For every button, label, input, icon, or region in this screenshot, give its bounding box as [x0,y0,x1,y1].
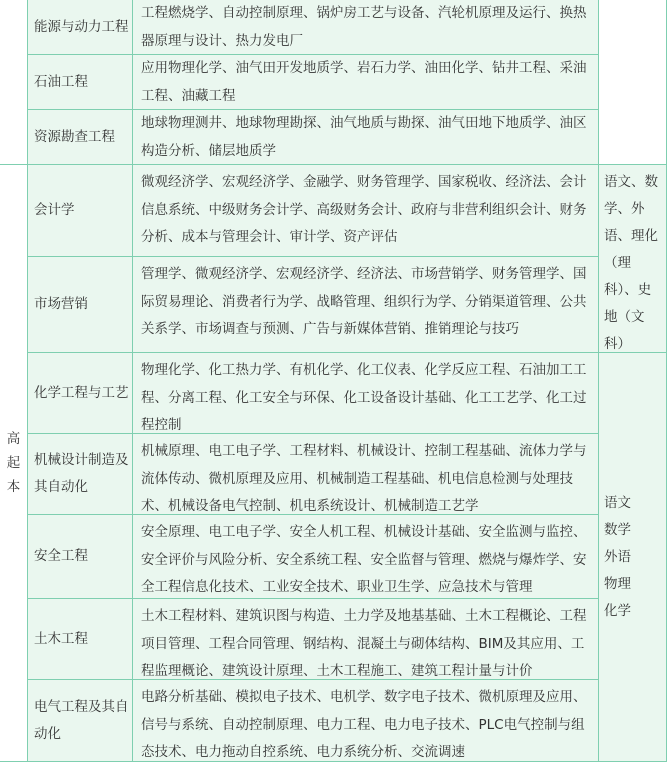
major-name: 机械设计制造及其自动化 [34,452,129,495]
courses-text: 地球物理测井、地球物理勘探、油气地质与勘探、油气田地下地质学、油区构造分析、储层地质学 [141,115,587,159]
courses-cell [133,55,599,110]
major-name: 土木工程 [34,630,88,647]
major-name: 会计学 [34,202,75,218]
subjects-cell [599,165,667,353]
major-name: 能源与动力工程 [34,18,129,35]
major-cell [28,257,133,353]
courses-cell [133,353,599,434]
major-cell [28,165,133,257]
major-name: 电气工程及其自动化 [34,698,129,742]
courses-text: 工程燃烧学、自动控制原理、锅炉房工艺与设备、汽轮机原理及运行、换热器原理与设计、热力发电厂 [141,5,587,49]
subjects-text: 语文数学外语物理化学 [604,494,631,619]
subjects-cell [599,353,667,762]
courses-cell [133,0,599,55]
major-cell [28,515,133,599]
subjects-text: 语文、数学、外语、理化（理科）、史地（文科） [604,174,658,352]
major-cell [28,0,133,55]
major-name: 资源勘查工程 [34,128,115,145]
courses-cell [133,257,599,353]
subjects-col-top [599,0,667,165]
major-cell [28,599,133,680]
courses-text: 土木工程材料、建筑识图与构造、土力学及地基基础、土木工程概论、工程项目管理、工程合同管理、钢结构、混凝土与砌体结构、BIM及其应用、工程监理概论、建筑设计原理、土木工程施工、建筑工程计量与计价 [141,608,587,679]
major-cell [28,434,133,515]
courses-text: 应用物理化学、油气田开发地质学、岩石力学、油田化学、钻井工程、采油工程、油藏工程 [141,60,587,104]
major-cell [28,353,133,434]
major-cell [28,55,133,110]
level-label: 高起本 [6,431,21,495]
courses-text: 微观经济学、宏观经济学、金融学、财务管理学、国家税收、经济法、会计信息系统、中级财务会计学、高级财务会计、政府与非营利组织会计、财务分析、成本与管理会计、审计学、资产评估 [141,174,587,245]
courses-cell [133,680,599,762]
level-col-top [0,0,28,165]
courses-cell [133,515,599,599]
courses-text: 安全原理、电工电子学、安全人机工程、机械设计基础、安全监测与监控、安全评价与风险分析、安全系统工程、安全监督与管理、燃烧与爆炸学、安全工程信息化技术、工业安全技术、职业卫生学、应急技术与管理 [141,524,587,595]
major-name: 化学工程与工艺 [34,384,129,401]
courses-text: 管理学、微观经济学、宏观经济学、经济法、市场营销学、财务管理学、国际贸易理论、消费者行为学、战略管理、组织行为学、分销渠道管理、公共关系学、市场调查与预测、广告与新媒体营销、推销理论与技巧 [141,266,587,337]
major-cell [28,680,133,762]
courses-text: 电路分析基础、模拟电子技术、电机学、数字电子技术、微机原理及应用、信号与系统、自动控制原理、电力工程、电力电子技术、PLC电气控制与组态技术、电力拖动自控系统、电力系统分析、交流调速 [141,689,587,760]
courses-cell [133,165,599,257]
major-cell [28,110,133,165]
level-cell [0,165,28,762]
courses-cell [133,599,599,680]
courses-text: 物理化学、化工热力学、有机化学、化工仪表、化学反应工程、石油加工工程、分离工程、化工安全与环保、化工设备设计基础、化工工艺学、化工过程控制 [141,362,587,433]
major-name: 石油工程 [34,73,88,90]
major-name: 市场营销 [34,296,88,312]
courses-cell [133,110,599,165]
courses-cell [133,434,599,515]
major-name: 安全工程 [34,548,88,564]
courses-text: 机械原理、电工电子学、工程材料、机械设计、控制工程基础、流体力学与流体传动、微机原理及应用、机械制造工程基础、机电信息检测与处理技术、机械设备电气控制、机电系统设计、机械制造工艺学 [141,443,587,514]
